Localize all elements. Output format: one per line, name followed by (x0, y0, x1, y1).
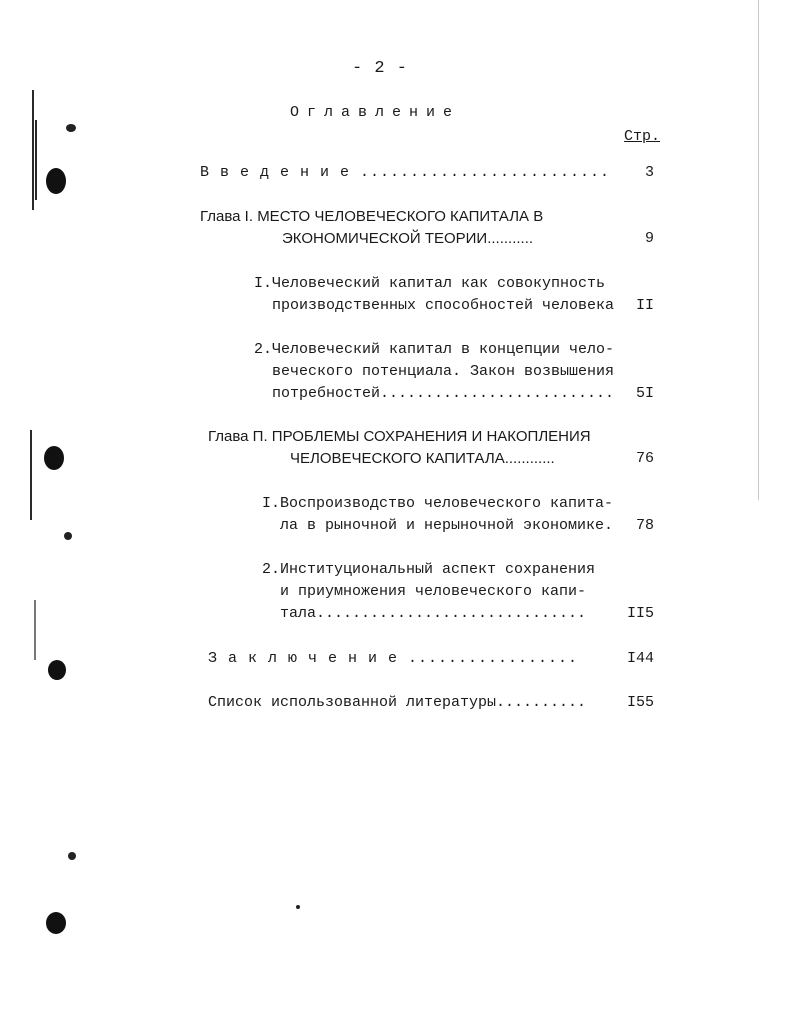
page-number: - 2 - (352, 59, 409, 78)
scan-left-edge (30, 60, 38, 1020)
toc-entry-text: Глава I. МЕСТО ЧЕЛОВЕЧЕСКОГО КАПИТАЛА В (200, 208, 544, 225)
page-column-label: Стр. (624, 128, 661, 145)
toc-entry-page: 9 (644, 230, 654, 247)
toc-entry-page: II (635, 297, 654, 314)
toc-entry-text: веческого потенциала. Закон возвышения (272, 363, 615, 380)
scan-speck (68, 852, 76, 860)
toc-entry-page: I55 (626, 694, 654, 711)
scan-speck (64, 532, 72, 540)
punch-hole (46, 912, 66, 934)
toc-title: Оглавление (290, 104, 461, 121)
toc-entry-page: 3 (644, 164, 654, 181)
toc-entry-page: 5I (635, 385, 654, 402)
toc-entry-text: ЭКОНОМИЧЕСКОЙ ТЕОРИИ........... (282, 230, 534, 247)
toc-entry-text: I.Человеческий капитал как совокупность (254, 275, 606, 292)
toc-entry-text: тала.............................. (280, 605, 587, 622)
toc-entry-text: 2.Институциональный аспект сохранения (262, 561, 596, 578)
toc-entry-text: 2.Человеческий капитал в концепции чело- (254, 341, 615, 358)
toc-entry-text: В в е д е н и е ......................... (200, 164, 611, 181)
punch-hole (46, 168, 66, 194)
punch-hole (44, 446, 64, 470)
toc-entry-text: и приумножения человеческого капи- (280, 583, 587, 600)
punch-hole (48, 660, 66, 680)
toc-entry-text: ла в рыночной и нерыночной экономике. (280, 517, 614, 534)
scan-speck (66, 124, 76, 132)
toc-entry-text: производственных способностей человека (272, 297, 615, 314)
scan-right-rule (758, 0, 759, 500)
toc-entry-text: Глава П. ПРОБЛЕМЫ СОХРАНЕНИЯ И НАКОПЛЕНИЯ (208, 428, 591, 445)
toc-entry-text: I.Воспроизводство человеческого капита- (262, 495, 614, 512)
toc-entry-page: I44 (626, 650, 654, 667)
toc-entry-page: 78 (635, 517, 654, 534)
toc-entry-page: II5 (626, 605, 654, 622)
toc-entry-text: потребностей.......................... (272, 385, 615, 402)
toc-entry-text: ЧЕЛОВЕЧЕСКОГО КАПИТАЛА............ (290, 450, 555, 467)
toc-entry-text: Список использованной литературы.......... (208, 694, 587, 711)
scan-speck (296, 905, 300, 909)
toc-entry-text: З а к л ю ч е н и е ................. (208, 650, 579, 667)
toc-entry-page: 76 (635, 450, 654, 467)
